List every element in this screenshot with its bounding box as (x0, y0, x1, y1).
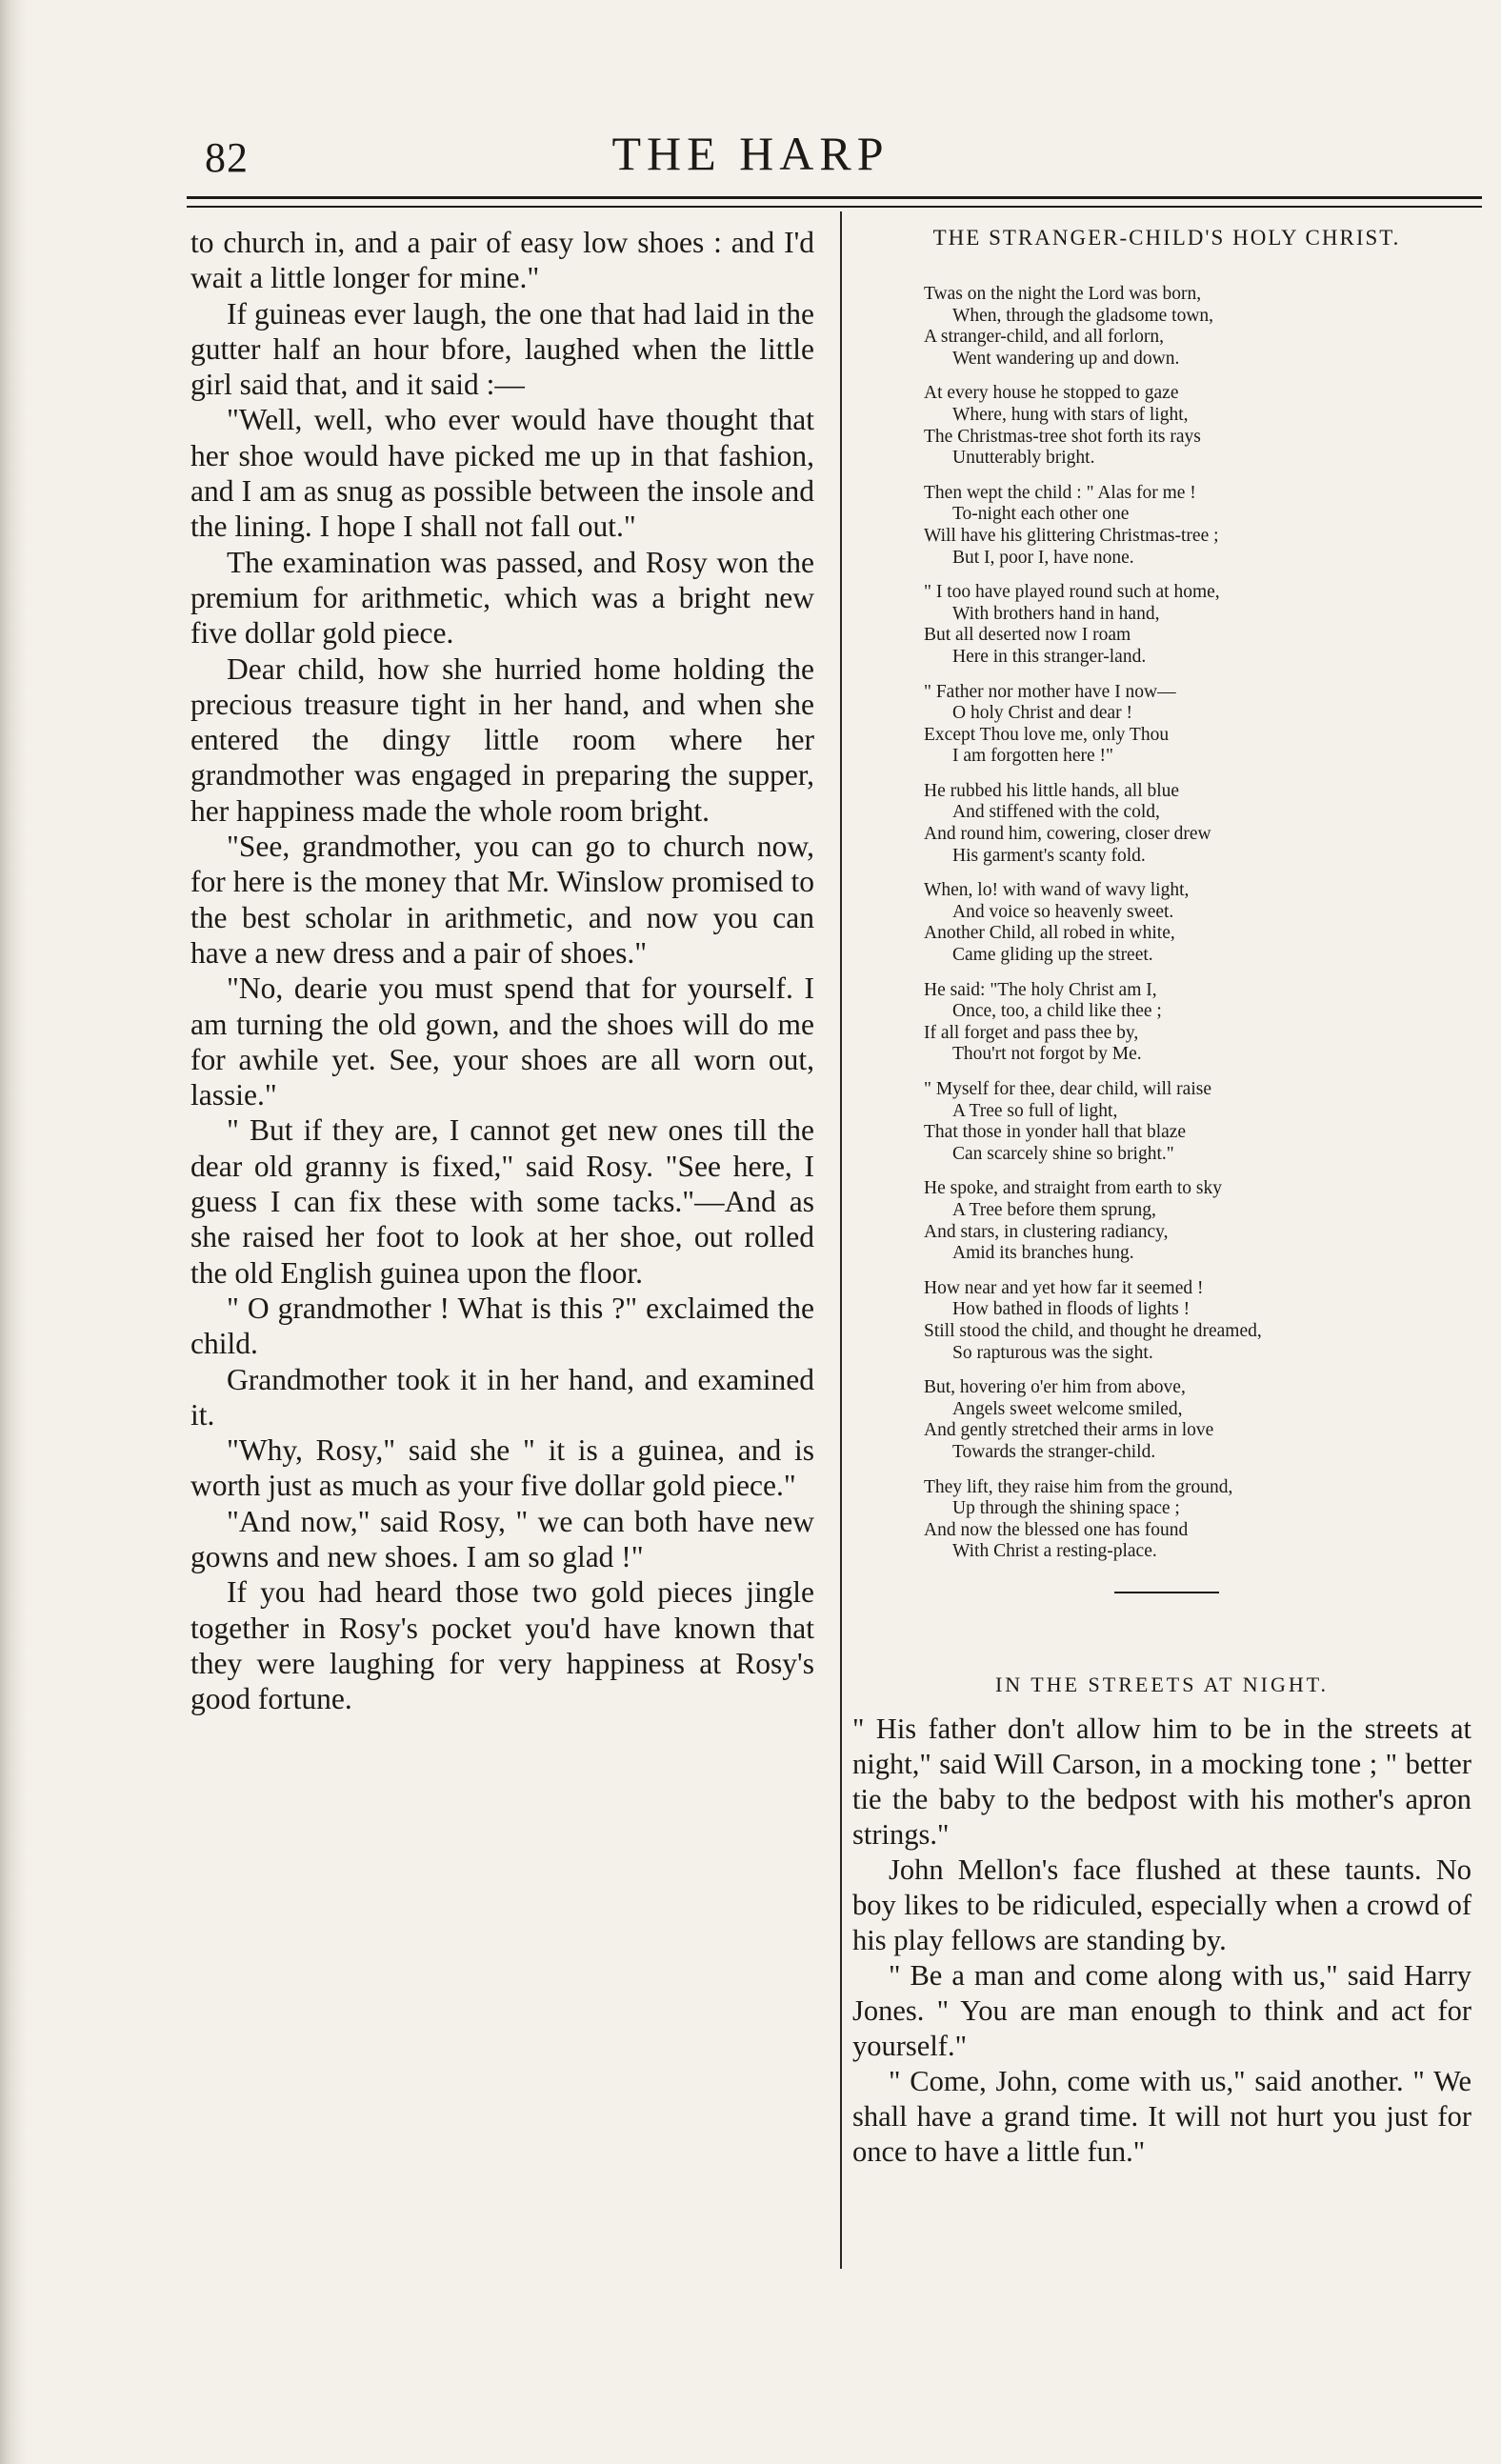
story-paragraph: Grandmother took it in her hand, and examined it. (190, 1362, 814, 1432)
poem-line: Still stood the child, and thought he dreamed, (924, 1320, 1262, 1341)
column-divider (840, 211, 842, 2269)
story-paragraph: If you had heard those two gold pieces jingle together in Rosy's pocket you'd have known that they were laughing for very happiness at Rosy's good fortune. (190, 1575, 814, 1716)
poem-line: And round him, cowering, closer drew (924, 824, 1211, 845)
poem-line: " Father nor mother have I now— (924, 681, 1176, 702)
poem-line: They lift, they raise him from the ground, (924, 1476, 1233, 1497)
header-rule (187, 196, 1482, 199)
poem-line: O holy Christ and dear ! (952, 703, 1133, 724)
poem (862, 225, 1471, 1593)
poem-line: Can scarcely shine so bright." (952, 1143, 1174, 1164)
story-paragraph: "Why, Rosy," said she " it is a guinea, and is worth just as much as your five dollar gold piece." (190, 1433, 814, 1503)
poem-line: A Tree before them sprung, (952, 1199, 1156, 1220)
poem-line: Towards the stranger-child. (952, 1441, 1156, 1462)
poem-stanza (862, 483, 1471, 569)
story-paragraph: "And now," said Rosy, " we can both have new gowns and new shoes. I am so glad !" (190, 1504, 814, 1573)
poem-line: That those in yonder hall that blaze (924, 1122, 1187, 1143)
poem-line: A Tree so full of light, (952, 1100, 1118, 1121)
article-paragraph: " Come, John, come with us," said another. " We shall have a grand time. It will not hurt you just for once to have a little fun." (852, 2065, 1471, 2168)
poem-line: Another Child, all robed in white, (924, 923, 1175, 944)
masthead-title: THE HARP (611, 127, 890, 180)
poem-line: But, hovering o'er him from above, (924, 1377, 1186, 1398)
poem-line: But I, poor I, have none. (952, 547, 1134, 568)
poem-line: His garment's scanty fold. (952, 845, 1146, 866)
poem-stanza (862, 582, 1471, 668)
poem-line: Once, too, a child like thee ; (952, 1001, 1162, 1022)
poem-line: Thou'rt not forgot by Me. (952, 1044, 1142, 1065)
poem-line: And now the blessed one has found (924, 1519, 1189, 1540)
poem-line: When, lo! with wand of wavy light, (924, 880, 1190, 901)
poem-line: Amid its branches hung. (952, 1243, 1134, 1264)
article-paragraph: John Mellon's face flushed at these taunts. No boy likes to be ridiculed, especially when a crowd of his play fellows are standing by. (852, 1853, 1471, 1956)
story-paragraph: to church in, and a pair of easy low shoes : and I'd wait a little longer for mine." (190, 226, 814, 295)
poem-line: How bathed in floods of lights ! (952, 1299, 1191, 1320)
poem-line: When, through the gladsome town, (952, 305, 1214, 326)
poem-line: The Christmas-tree shot forth its rays (924, 426, 1201, 447)
poem-line: And stars, in clustering radiancy, (924, 1221, 1169, 1242)
poem-line: A stranger-child, and all forlorn, (924, 327, 1164, 348)
poem-line: And gently stretched their arms in love (924, 1420, 1214, 1441)
poem-stanza (862, 880, 1471, 966)
story-column (190, 225, 814, 1716)
poem-line: To-night each other one (952, 504, 1130, 525)
story-paragraph: "No, dearie you must spend that for yourself. I am turning the old gown, and the shoes will do me for awhile yet. See, your shoes are all worn out, lassie." (190, 972, 814, 1112)
poem-stanzas (862, 284, 1471, 1563)
article-title: IN THE STREETS AT NIGHT. (994, 1673, 1330, 1696)
poem-stanza (862, 1278, 1471, 1364)
poem-stanza (862, 1377, 1471, 1463)
poem-line: He spoke, and straight from earth to sky (924, 1178, 1223, 1199)
story-paragraph: " O grandmother ! What is this ?" exclaimed the child. (190, 1291, 814, 1361)
poem-line: Here in this stranger-land. (952, 646, 1147, 667)
poem-stanza (862, 1178, 1471, 1264)
story-paragraph: Dear child, how she hurried home holding the precious treasure tight in her hand, and when she entered the dingy little room where her grandmother was engaged in preparing the supper, her happiness made the whole room bright. (190, 651, 814, 828)
story-paragraph: " But if they are, I cannot get new ones till the dear old granny is fixed," said Rosy. "See here, I guess I can fix these with some tacks."—And as she raised her foot to look at her shoe, out rolled the old English guinea upon the floor. (190, 1113, 814, 1290)
story-paragraph: "Well, well, who ever would have thought that her shoe would have picked me up in that fashion, and I am as snug as possible between the insole and the lining. I hope I shall not fall out." (190, 403, 814, 544)
header-rule-thin (187, 206, 1482, 208)
poem-line: Twas on the night the Lord was born, (924, 284, 1202, 304)
poem-line: " Myself for thee, dear child, will raise (924, 1079, 1211, 1099)
poem-stanza (862, 1079, 1471, 1165)
poem-line: So rapturous was the sight. (952, 1342, 1153, 1363)
poem-line: With Christ a resting-place. (952, 1541, 1157, 1562)
page-binding-edge (0, 0, 27, 2464)
poem-line: I am forgotten here !" (952, 746, 1113, 767)
article-paragraph: " Be a man and come along with us," said Harry Jones. " You are man enough to think and act for yourself." (852, 1959, 1471, 2062)
poem-stanza (862, 383, 1471, 469)
poem-line: At every house he stopped to gaze (924, 383, 1179, 404)
poem-stanza (862, 1477, 1471, 1563)
poem-stanza (862, 682, 1471, 768)
poem-line: Angels sweet welcome smiled, (952, 1398, 1183, 1419)
page-number: 82 (205, 134, 249, 181)
poem-title: THE STRANGER-CHILD'S HOLY CHRIST. (932, 226, 1401, 250)
poem-line: If all forget and pass thee by, (924, 1022, 1139, 1043)
poem-line: With brothers hand in hand, (952, 603, 1160, 624)
section-separator (1114, 1592, 1219, 1593)
poem-line: Went wandering up and down. (952, 348, 1180, 369)
poem-line: " I too have played round such at home, (924, 582, 1220, 603)
poem-line: Where, hung with stars of light, (952, 404, 1189, 425)
story-paragraph: The examination was passed, and Rosy won the premium for arithmetic, which was a bright new five dollar gold piece. (190, 545, 814, 651)
poem-stanza (862, 781, 1471, 867)
poem-line: Unutterably bright. (952, 448, 1095, 469)
poem-line: He said: "The holy Christ am I, (924, 979, 1157, 1000)
story-paragraph: "See, grandmother, you can go to church now, for here is the money that Mr. Winslow promised to the best scholar in arithmetic, and now you can have a new dress and a pair of shoes." (190, 830, 814, 970)
poem-line: Will have his glittering Christmas-tree ; (924, 525, 1219, 546)
poem-line: And stiffened with the cold, (952, 802, 1160, 823)
article-in-the-streets (852, 1672, 1471, 2170)
poem-line: Came gliding up the street. (952, 945, 1153, 966)
poem-line: He rubbed his little hands, all blue (924, 780, 1180, 801)
poem-stanza (862, 284, 1471, 370)
poem-line: But all deserted now I roam (924, 625, 1131, 646)
poem-line: Except Thou love me, only Thou (924, 724, 1170, 745)
poem-line: And voice so heavenly sweet. (952, 901, 1174, 922)
poem-line: Up through the shining space ; (952, 1498, 1180, 1519)
story-paragraph: If guineas ever laugh, the one that had laid in the gutter half an hour bfore, laughed when the little girl said that, and it said :— (190, 296, 814, 402)
poem-line: How near and yet how far it seemed ! (924, 1277, 1204, 1298)
article-paragraph: " His father don't allow him to be in the streets at night," said Will Carson, in a mocking tone ; " better tie the baby to the bedpost with his mother's apron strings." (852, 1713, 1471, 1851)
poem-stanza (862, 980, 1471, 1066)
poem-line: Then wept the child : " Alas for me ! (924, 482, 1196, 503)
